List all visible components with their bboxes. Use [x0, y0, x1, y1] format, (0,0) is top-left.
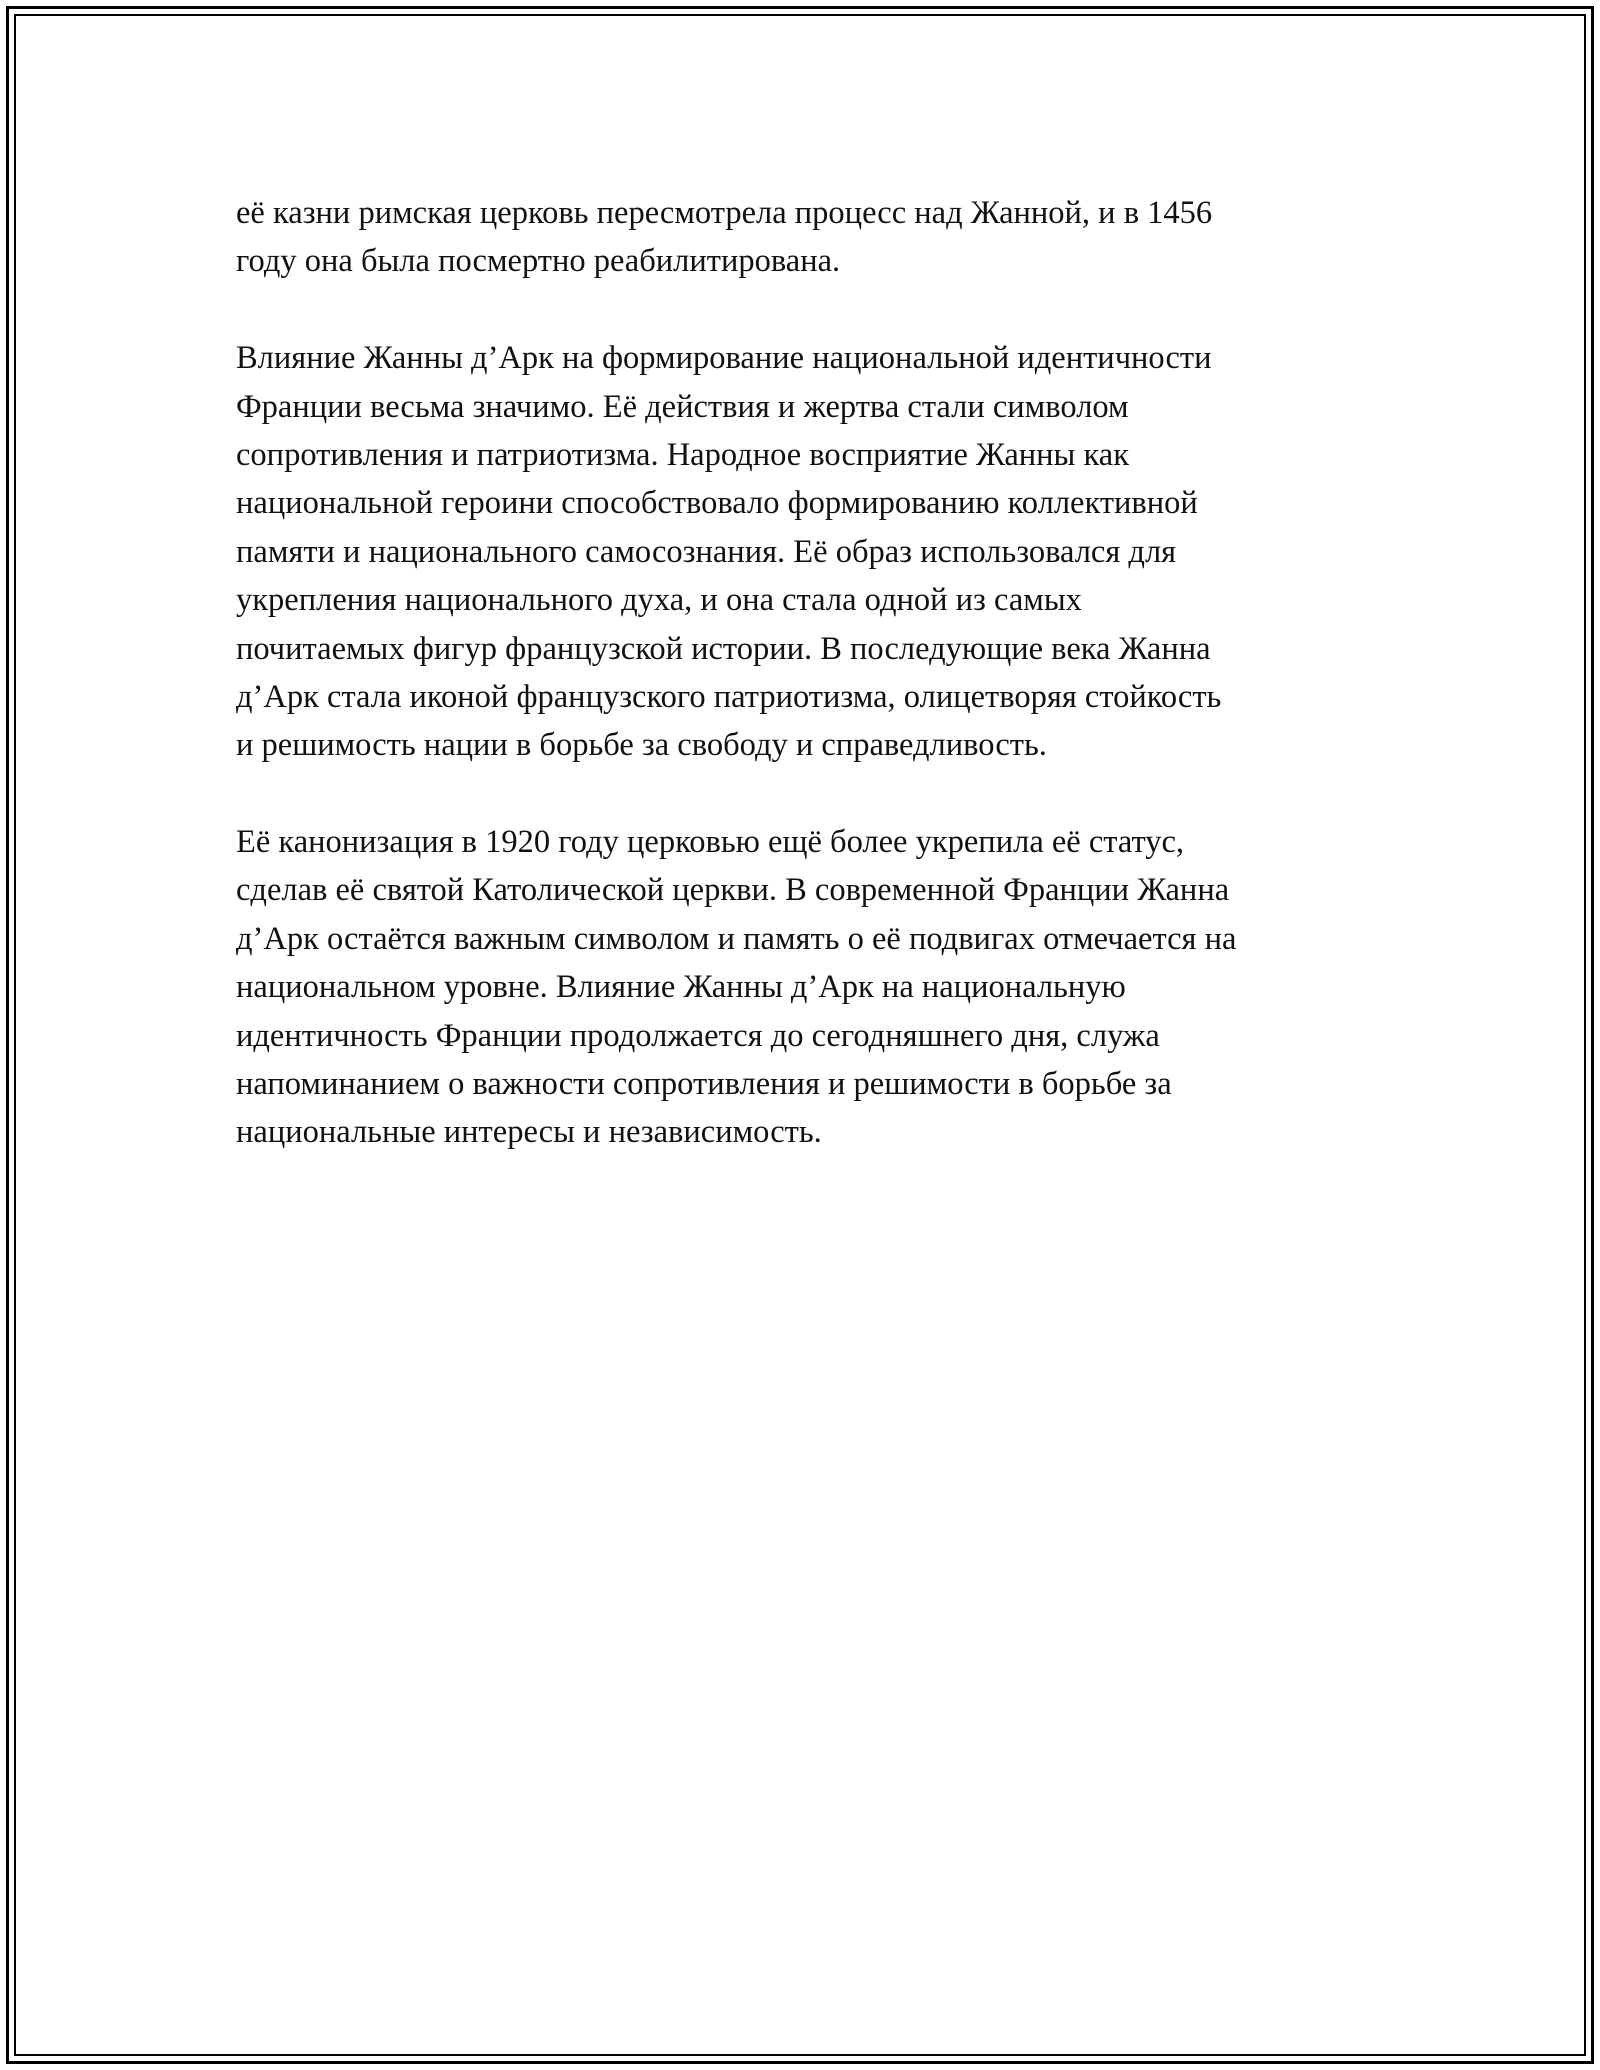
text-line: сопротивления и патриотизма. Народное восприятие Жанны как: [236, 436, 1130, 473]
text-line: её казни римская церковь пересмотрела процесс над Жанной, и в 1456: [236, 195, 1213, 231]
paragraph-1: [236, 189, 1436, 286]
text-line: Её канонизация в 1920 году церковью ещё более укрепила её статус,: [236, 824, 1185, 861]
text-line: идентичность Франции продолжается до сегодняшнего дня, служа: [236, 1017, 1160, 1054]
paragraph-spacer: [236, 286, 1436, 334]
text-line: году она была посмертно реабилитирована.: [236, 243, 841, 280]
text-line: памяти и национального самосознания. Её образ использовался для: [236, 533, 1177, 570]
text-line: национальные интересы и независимость.: [236, 1114, 822, 1151]
paragraph-spacer: [236, 770, 1436, 818]
paragraph-2: [236, 334, 1436, 770]
text-line: Франции весьма значимо. Её действия и жертва стали символом: [236, 388, 1129, 425]
text-line: напоминанием о важности сопротивления и решимости в борьбе за: [236, 1066, 1172, 1103]
document-body: [236, 189, 1436, 1157]
text-line: д’Арк стала иконой французского патриотизма, олицетворяя стойкость: [236, 678, 1222, 715]
text-line: и решимость нации в борьбе за свободу и справедливость.: [236, 727, 1047, 764]
text-line: почитаемых фигур французской истории. В последующие века Жанна: [236, 630, 1211, 667]
text-line: национальной героини способствовало формированию коллективной: [236, 485, 1198, 522]
paragraph-3: [236, 818, 1436, 1157]
text-line: национальном уровне. Влияние Жанны д’Арк на национальную: [236, 969, 1126, 1006]
text-line: сделав её святой Католической церкви. В современной Франции Жанна: [236, 872, 1230, 909]
text-line: д’Арк остаётся важным символом и память о её подвигах отмечается на: [236, 920, 1237, 957]
text-line: укрепления национального духа, и она стала одной из самых: [236, 582, 1082, 619]
text-line: Влияние Жанны д’Арк на формирование национальной идентичности: [236, 340, 1212, 377]
